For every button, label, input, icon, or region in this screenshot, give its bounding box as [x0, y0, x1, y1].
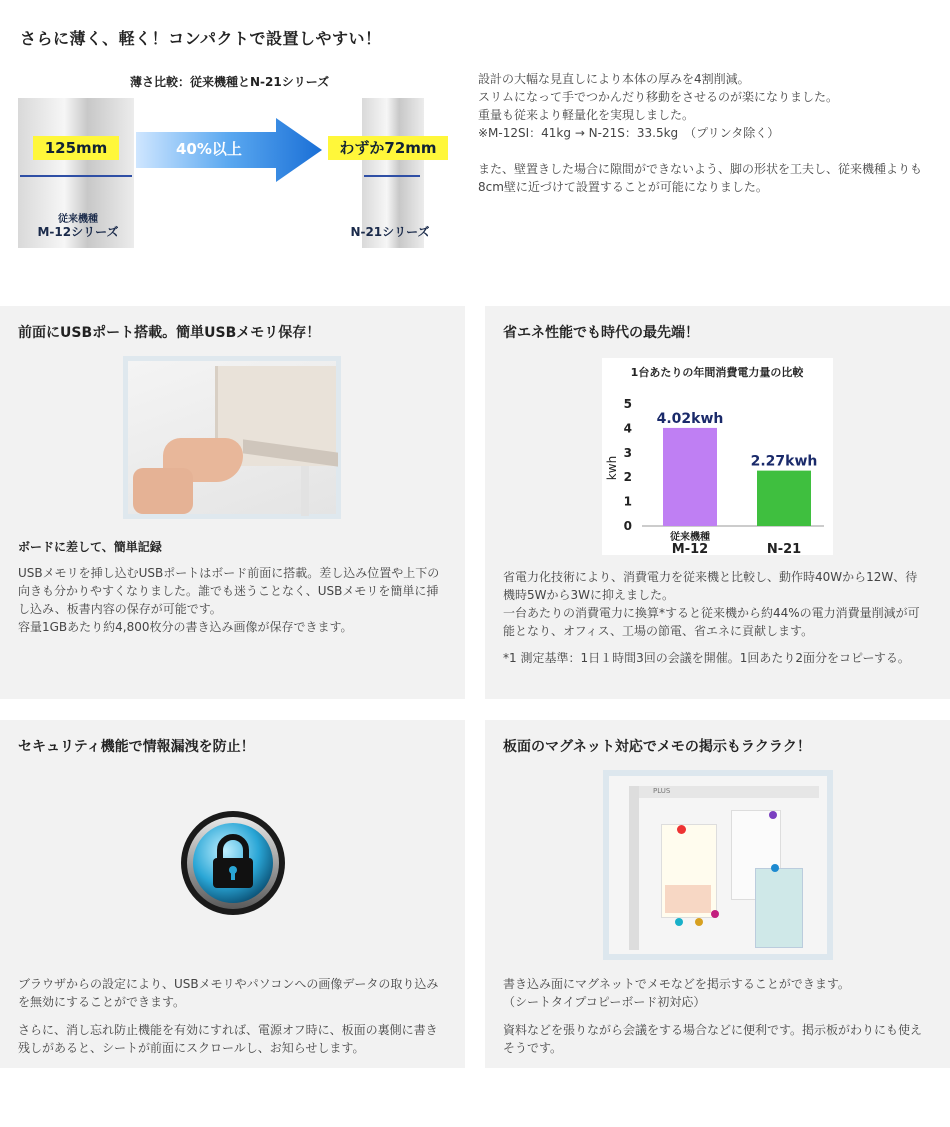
usb-photo — [123, 356, 341, 519]
x-tick-label: M-12 — [671, 542, 709, 555]
old-caption-top: 従来機種 — [58, 214, 98, 225]
eco-panel — [485, 306, 950, 699]
new-caption: N-21シリーズ — [350, 225, 430, 239]
x-tick-label: N-21 — [766, 542, 802, 555]
magnet-body-note: （シートタイプコピーボード初対応） — [503, 995, 706, 1009]
new-dimension-line — [364, 175, 420, 177]
magnet-body-text: 書き込み面にマグネットでメモなどを掲示することができます。 — [503, 977, 850, 991]
intro-paragraph: また、壁置きした場合に隙間ができないよう、脚の形状を工夫し、従来機種よりも8cm壁に近づけて設置することが可能になりました。 — [478, 162, 923, 194]
usb-title: 前面にUSBポート搭載。簡単USBメモリ保存！ — [18, 325, 321, 341]
old-dimension-line — [20, 175, 132, 177]
y-tick-label: 3 — [623, 445, 632, 460]
intro-line: 重量も従来より軽量化を実現しました。 — [478, 108, 695, 122]
security-body-text: ブラウザからの設定により、USBメモリやパソコンへの画像データの取り込みを無効にすることができます。 — [18, 977, 439, 1009]
eco-body — [503, 568, 928, 667]
magnet-body — [503, 975, 928, 1057]
eco-title: 省エネ性能でも時代の最先端！ — [503, 325, 699, 341]
magnet-panel — [485, 720, 950, 1068]
power-chart — [602, 358, 833, 555]
eco-note: *1 測定基準：1日１時間3回の会議を開催。1回あたり2面分をコピーする。 — [503, 651, 910, 665]
bar — [663, 428, 717, 526]
old-caption-bottom: M-12シリーズ — [37, 225, 119, 239]
bar — [757, 471, 811, 526]
usb-body — [18, 564, 443, 636]
y-axis-label: kwh — [605, 455, 619, 481]
arrow-text: 40%以上 — [176, 140, 242, 158]
intro-line: 設計の大幅な見直しにより本体の厚みを4割削減。 — [478, 72, 750, 86]
intro-line: スリムになって手でつかんだり移動をさせるのが楽になりました。 — [478, 90, 839, 104]
magnet-title: 板面のマグネット対応でメモの掲示もラクラク！ — [503, 739, 811, 755]
chart-title: 1台あたりの年間消費電力量の比較 — [630, 366, 804, 379]
security-panel — [0, 720, 465, 1068]
usb-body-text: USBメモリを挿し込むUSBポートはボード前面に搭載。差し込み位置や上下の向きも分かりやすくなりました。誰でも迷うことなく、USBメモリを簡単に挿し込み、板書内容の保存が可能です。 — [18, 566, 440, 616]
lock-icon — [180, 810, 286, 916]
old-size-label: 125mm — [33, 136, 119, 160]
power-chart-svg — [602, 358, 833, 555]
y-tick-label: 1 — [623, 494, 632, 509]
security-body-text-2: さらに、消し忘れ防止機能を有効にすれば、電源オフ時に、板面の裏側に書き残しがあると、シートが前面にスクロールし、お知らせします。 — [18, 1023, 438, 1055]
x-tick-label-top: 従来機種 — [670, 532, 710, 543]
intro-line: ※M-12SI：41kg → N-21S：33.5kg （プリンタ除く） — [478, 126, 780, 140]
eco-body-text-2: 一台あたりの消費電力に換算*すると従来機から約44%の電力消費量削減が可能となり、オフィス、工場の節電、省エネに貢献します。 — [503, 606, 920, 638]
new-size-label: わずか72mm — [328, 136, 448, 160]
page-heading: さらに薄く、軽く！コンパクトで設置しやすい！ — [20, 29, 382, 48]
comparison-title: 薄さ比較：従来機種とN-21シリーズ — [130, 75, 330, 89]
eco-body-text: 省電力化技術により、消費電力を従来機と比較し、動作時40Wから12W、待機時5Wから3Wに抑えました。 — [503, 570, 918, 602]
magnet-body-text-2: 資料などを張りながら会議をする場合などに便利です。掲示板がわりにも使えそうです。 — [503, 1023, 923, 1055]
y-tick-label: 0 — [623, 519, 632, 533]
y-tick-label: 5 — [623, 397, 632, 411]
security-title: セキュリティ機能で情報漏洩を防止！ — [18, 739, 255, 755]
usb-body-text-2: 容量1GBあたり約4,800枚分の書き込み画像が保存できます。 — [18, 620, 353, 634]
data-label: 4.02kwh — [656, 410, 724, 427]
magnet-photo — [603, 770, 833, 960]
usb-subtitle: ボードに差して、簡単記録 — [18, 540, 162, 554]
thickness-comparison — [0, 60, 460, 260]
plus-logo: PLUS — [653, 787, 671, 795]
usb-panel — [0, 306, 465, 699]
y-tick-label: 4 — [623, 421, 632, 436]
y-tick-label: 2 — [623, 470, 632, 485]
security-body — [18, 975, 443, 1057]
data-label: 2.27kwh — [750, 453, 818, 470]
intro-text — [478, 70, 938, 196]
